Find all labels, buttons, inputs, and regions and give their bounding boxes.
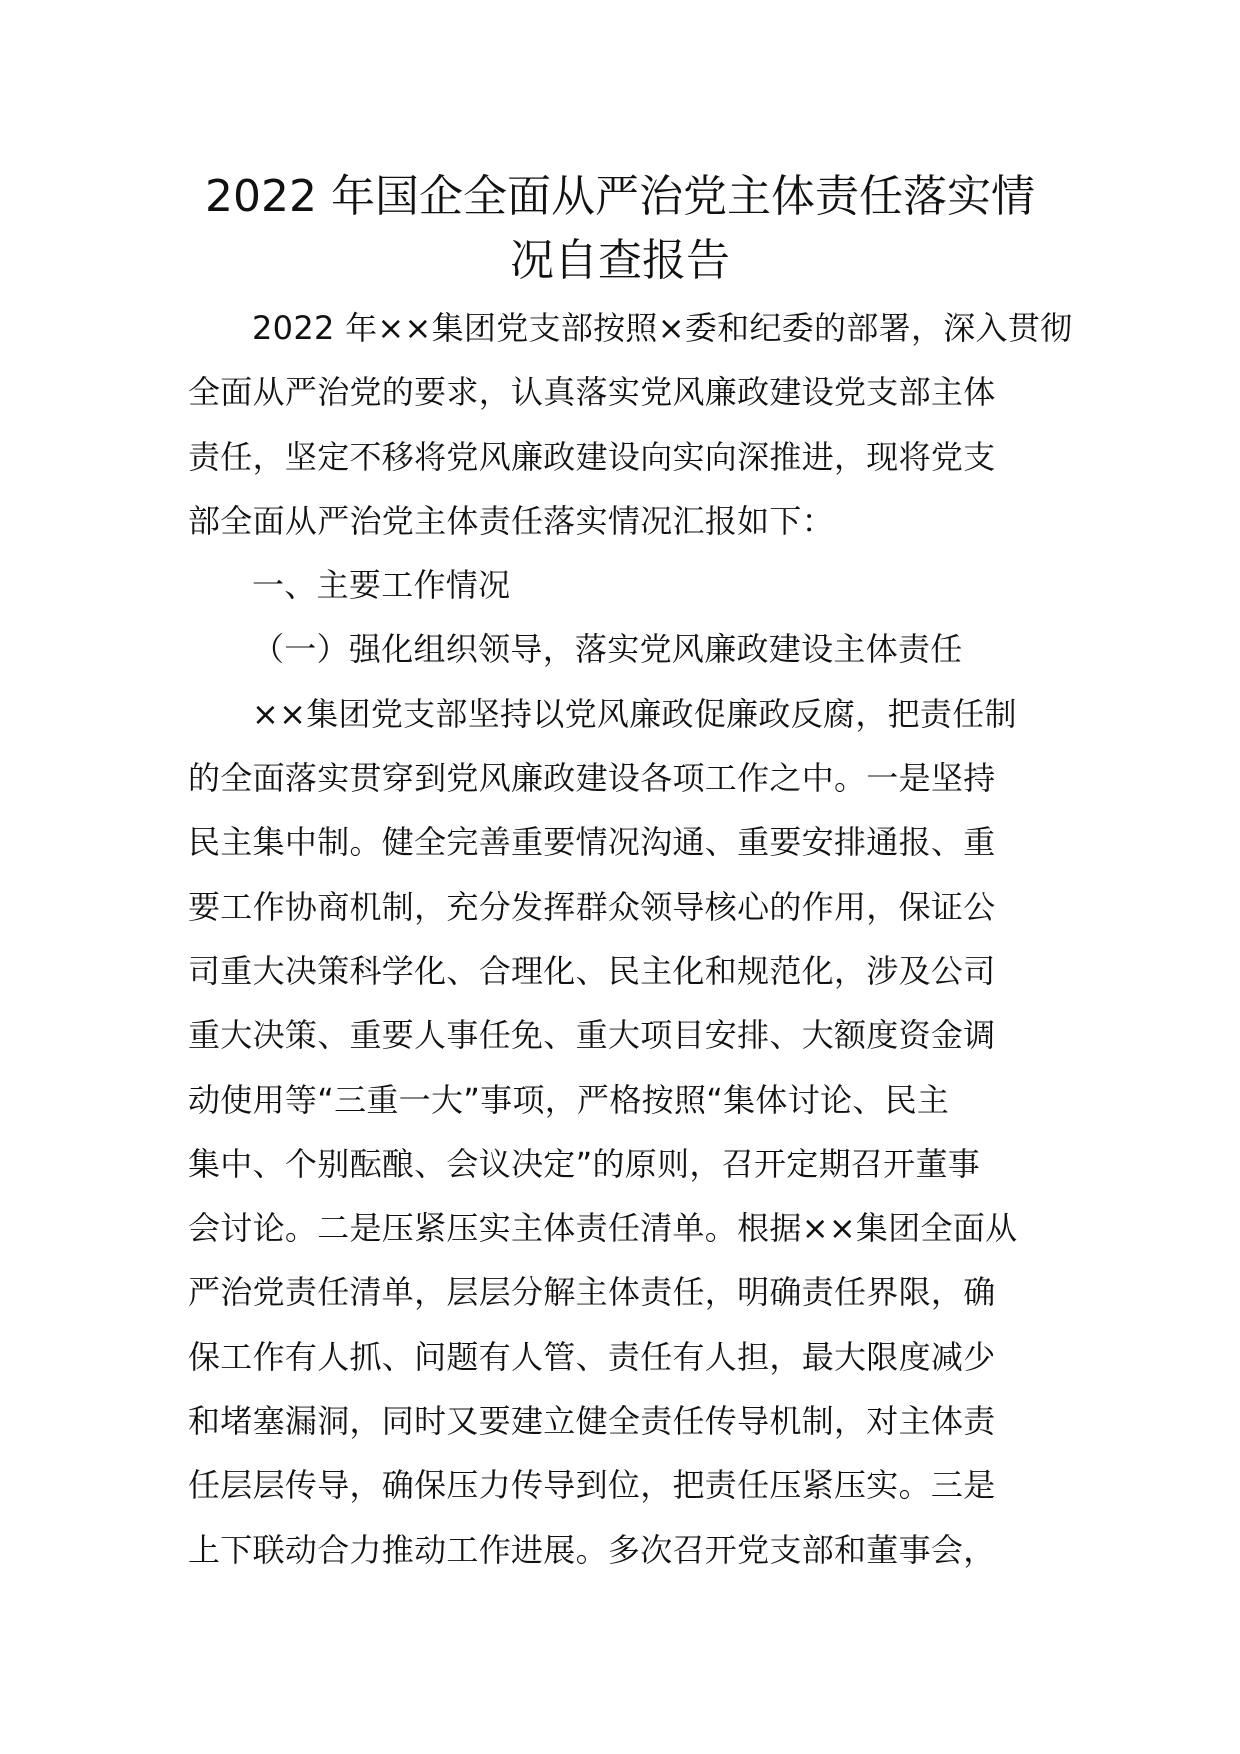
paragraph-line: 会讨论。二是压紧压实主体责任清单。根据××集团全面从 xyxy=(188,1209,1018,1248)
title-line-1: 2022 年国企全面从严治党主体责任落实情 xyxy=(205,171,1035,222)
document-title xyxy=(180,165,1060,293)
paragraph-line: 民主集中制。健全完善重要情况沟通、重要安排通报、重 xyxy=(188,823,996,862)
section-heading: 一、主要工作情况 xyxy=(252,566,511,605)
paragraph-line: 集中、个别酝酿、会议决定”的原则，召开定期召开董事 xyxy=(188,1144,981,1183)
paragraph-line: ××集团党支部坚持以党风廉政促廉政反腐，把责任制 xyxy=(252,694,1017,733)
subsection-heading: （一）强化组织领导，落实党风廉政建设主体责任 xyxy=(252,630,963,669)
paragraph-line: 保工作有人抓、问题有人管、责任有人担，最大限度减少 xyxy=(188,1337,996,1376)
paragraph-line: 2022 年××集团党支部按照×委和纪委的部署，深入贯彻 xyxy=(252,309,1073,347)
paragraph-line: 重大决策、重要人事任免、重大项目安排、大额度资金调 xyxy=(188,1016,996,1055)
paragraph-line: 责任，坚定不移将党风廉政建设向实向深推进，现将党支 xyxy=(188,437,996,476)
title-line-2: 况自查报告 xyxy=(510,235,730,286)
paragraph-line: 任层层传导，确保压力传导到位，把责任压紧压实。三是 xyxy=(188,1466,996,1505)
paragraph-line: 司重大决策科学化、合理化、民主化和规范化，涉及公司 xyxy=(188,951,996,990)
paragraph-line: 动使用等“三重一大”事项，严格按照“集体讨论、民主 xyxy=(188,1080,950,1119)
paragraph-line: 部全面从严治党主体责任落实情况汇报如下： xyxy=(188,501,835,540)
paragraph-line: 和堵塞漏洞，同时又要建立健全责任传导机制，对主体责 xyxy=(188,1402,996,1441)
paragraph-line: 上下联动合力推动工作进展。多次召开党支部和董事会， xyxy=(188,1530,996,1569)
paragraph-line: 的全面落实贯穿到党风廉政建设各项工作之中。一是坚持 xyxy=(188,759,996,798)
paragraph-line: 要工作协商机制，充分发挥群众领导核心的作用，保证公 xyxy=(188,887,996,926)
document-body xyxy=(188,296,1073,1582)
paragraph-line: 全面从严治党的要求，认真落实党风廉政建设党支部主体 xyxy=(188,373,996,412)
paragraph-line: 严治党责任清单，层层分解主体责任，明确责任界限，确 xyxy=(188,1273,996,1312)
